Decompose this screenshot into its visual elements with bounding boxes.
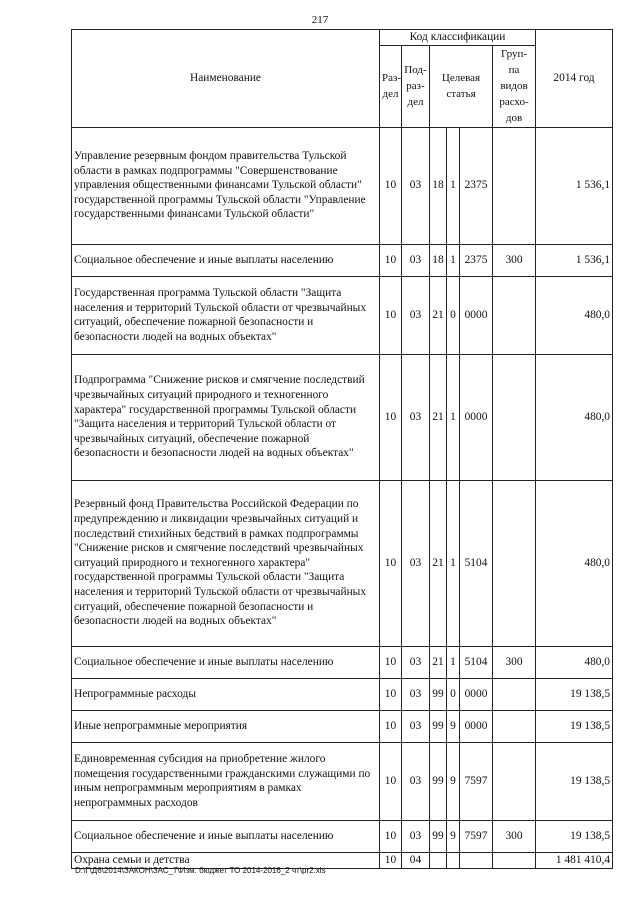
row-section: 10 bbox=[380, 127, 402, 244]
row-target-3: 0000 bbox=[460, 276, 493, 354]
table-row bbox=[72, 742, 613, 820]
row-expense-group: 300 bbox=[493, 244, 536, 276]
row-amount: 19 138,5 bbox=[536, 678, 613, 710]
row-target-1: 18 bbox=[430, 127, 447, 244]
row-expense-group: 300 bbox=[493, 820, 536, 852]
budget-table bbox=[71, 29, 613, 869]
row-subsection: 04 bbox=[402, 852, 430, 868]
row-target-2: 9 bbox=[447, 710, 460, 742]
row-target-1 bbox=[430, 852, 447, 868]
row-target-3: 2375 bbox=[460, 127, 493, 244]
row-amount: 1 536,1 bbox=[536, 244, 613, 276]
row-target-2: 9 bbox=[447, 820, 460, 852]
row-target-1: 21 bbox=[430, 480, 447, 646]
row-target-1: 21 bbox=[430, 354, 447, 480]
row-name: Социальное обеспечение и иные выплаты населению bbox=[72, 646, 380, 678]
row-section: 10 bbox=[380, 276, 402, 354]
row-target-3: 0000 bbox=[460, 710, 493, 742]
row-name: Социальное обеспечение и иные выплаты населению bbox=[72, 820, 380, 852]
row-target-2: 9 bbox=[447, 742, 460, 820]
row-amount: 19 138,5 bbox=[536, 710, 613, 742]
row-target-1: 99 bbox=[430, 710, 447, 742]
row-target-3: 2375 bbox=[460, 244, 493, 276]
row-target-3: 5104 bbox=[460, 646, 493, 678]
row-target-2: 1 bbox=[447, 244, 460, 276]
row-target-3 bbox=[460, 852, 493, 868]
row-section: 10 bbox=[380, 852, 402, 868]
table-row bbox=[72, 480, 613, 646]
header-section: Раз- дел bbox=[380, 45, 402, 127]
row-name: Управление резервным фондом правительства Тульской области в рамках подпрограммы "Совершенствование управления общественными финансами Тульской области" государственной программы Тульской области "Управление государственными финансами Тульской области" bbox=[72, 127, 380, 244]
row-amount: 1 536,1 bbox=[536, 127, 613, 244]
row-target-1: 99 bbox=[430, 678, 447, 710]
row-subsection: 03 bbox=[402, 244, 430, 276]
row-target-3: 0000 bbox=[460, 678, 493, 710]
row-name: Резервный фонд Правительства Российской Федерации по предупреждению и ликвидации чрезвычайных ситуаций и последствий стихийных бедствий в рамках подпрограммы "Снижение рисков и смягчение последствий чрезвычайных ситуаций природного и техногенного характера" государственной программы Тульской области "Защита населения и территорий Тульской области от чрезвычайных ситуаций, обеспечение пожарной безопасности и безопасности людей на водных объектах" bbox=[72, 480, 380, 646]
row-section: 10 bbox=[380, 244, 402, 276]
table-row bbox=[72, 678, 613, 710]
row-expense-group: 300 bbox=[493, 646, 536, 678]
page-number: 217 bbox=[311, 14, 329, 26]
row-expense-group bbox=[493, 852, 536, 868]
row-target-2: 0 bbox=[447, 276, 460, 354]
row-target-1: 99 bbox=[430, 820, 447, 852]
row-subsection: 03 bbox=[402, 678, 430, 710]
header-year: 2014 год bbox=[536, 30, 613, 128]
row-amount: 480,0 bbox=[536, 354, 613, 480]
row-expense-group bbox=[493, 710, 536, 742]
row-amount: 19 138,5 bbox=[536, 820, 613, 852]
row-target-2 bbox=[447, 852, 460, 868]
row-name: Охрана семьи и детства bbox=[72, 852, 380, 868]
row-target-2: 1 bbox=[447, 480, 460, 646]
file-path-footer: D:\Г\Д6\2014\ЗАКОН\ЗАС_7\Изм. бюджет ТО 2014-2016_2 чт\pr2.xls bbox=[75, 866, 326, 875]
row-expense-group bbox=[493, 127, 536, 244]
row-target-1: 21 bbox=[430, 646, 447, 678]
table-row bbox=[72, 276, 613, 354]
table-row bbox=[72, 646, 613, 678]
row-subsection: 03 bbox=[402, 646, 430, 678]
row-expense-group bbox=[493, 742, 536, 820]
header-target-article: Целевая статья bbox=[430, 45, 493, 127]
row-section: 10 bbox=[380, 480, 402, 646]
row-subsection: 03 bbox=[402, 127, 430, 244]
row-section: 10 bbox=[380, 742, 402, 820]
row-subsection: 03 bbox=[402, 742, 430, 820]
row-target-2: 0 bbox=[447, 678, 460, 710]
row-target-3: 0000 bbox=[460, 354, 493, 480]
row-section: 10 bbox=[380, 710, 402, 742]
row-subsection: 03 bbox=[402, 276, 430, 354]
table-row bbox=[72, 710, 613, 742]
row-name: Иные непрограммные мероприятия bbox=[72, 710, 380, 742]
row-target-3: 7597 bbox=[460, 742, 493, 820]
header-classification: Код классификации bbox=[380, 30, 536, 46]
row-name: Подпрограмма "Снижение рисков и смягчение последствий чрезвычайных ситуаций природного и техногенного характера" государственной программы Тульской области "Защита населения и территорий Тульской области от чрезвычайных ситуаций, обеспечение пожарной безопасности и безопасности людей на водных объектах" bbox=[72, 354, 380, 480]
row-name: Государственная программа Тульской области "Защита населения и территорий Тульской области от чрезвычайных ситуаций, обеспечение пожарной безопасности и безопасности людей на водных объектах" bbox=[72, 276, 380, 354]
row-amount: 19 138,5 bbox=[536, 742, 613, 820]
row-section: 10 bbox=[380, 820, 402, 852]
table-row bbox=[72, 127, 613, 244]
row-target-1: 99 bbox=[430, 742, 447, 820]
row-target-1: 18 bbox=[430, 244, 447, 276]
row-subsection: 03 bbox=[402, 710, 430, 742]
row-amount: 480,0 bbox=[536, 276, 613, 354]
row-target-1: 21 bbox=[430, 276, 447, 354]
header-name: Наименование bbox=[72, 30, 380, 128]
header-expense-group: Груп- па видов расхо- дов bbox=[493, 45, 536, 127]
row-name: Непрограммные расходы bbox=[72, 678, 380, 710]
table-row bbox=[72, 244, 613, 276]
row-name: Социальное обеспечение и иные выплаты населению bbox=[72, 244, 380, 276]
row-subsection: 03 bbox=[402, 480, 430, 646]
row-subsection: 03 bbox=[402, 354, 430, 480]
row-amount: 480,0 bbox=[536, 646, 613, 678]
row-target-3: 5104 bbox=[460, 480, 493, 646]
row-expense-group bbox=[493, 354, 536, 480]
header-row-1 bbox=[72, 30, 613, 46]
row-amount: 480,0 bbox=[536, 480, 613, 646]
table-row bbox=[72, 354, 613, 480]
row-name: Единовременная субсидия на приобретение жилого помещения государственными гражданскими служащими по иным непрограммным мероприятиям в рамках непрограммных расходов bbox=[72, 742, 380, 820]
row-expense-group bbox=[493, 480, 536, 646]
row-target-2: 1 bbox=[447, 354, 460, 480]
row-section: 10 bbox=[380, 646, 402, 678]
row-subsection: 03 bbox=[402, 820, 430, 852]
row-section: 10 bbox=[380, 354, 402, 480]
row-expense-group bbox=[493, 276, 536, 354]
header-subsection: Под- раз- дел bbox=[402, 45, 430, 127]
table-row bbox=[72, 820, 613, 852]
row-amount: 1 481 410,4 bbox=[536, 852, 613, 868]
row-expense-group bbox=[493, 678, 536, 710]
row-target-3: 7597 bbox=[460, 820, 493, 852]
row-section: 10 bbox=[380, 678, 402, 710]
row-target-2: 1 bbox=[447, 127, 460, 244]
row-target-2: 1 bbox=[447, 646, 460, 678]
